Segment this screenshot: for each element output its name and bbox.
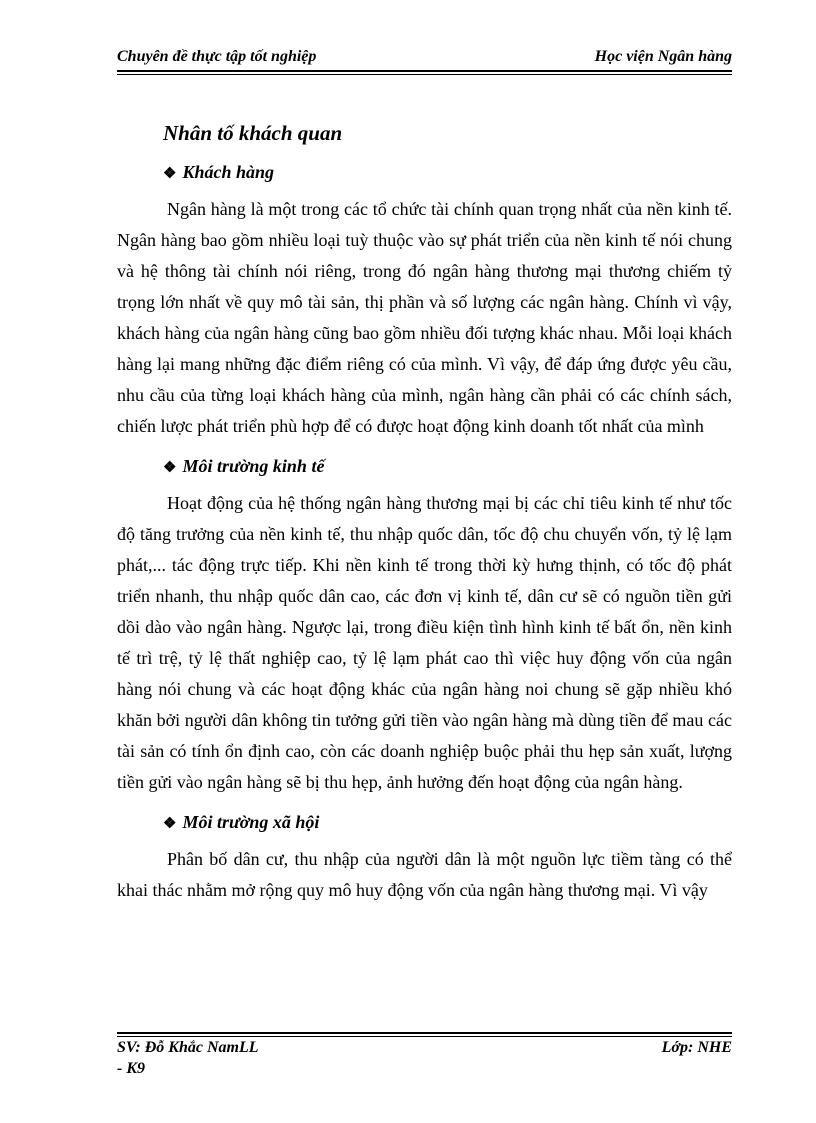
page-header (117, 46, 732, 68)
subsection-heading-customers (163, 158, 732, 188)
paragraph-customers: Ngân hàng là một trong các tổ chức tài chính quan trọng nhất của nền kinh tế. Ngân hàng bao gồm nhiều loại tuỳ thuộc vào sự phát triển của nền kinh tế nói chung và hệ thông tài chính nói riêng, trong đó ngân hàng thương mại thương chiếm tỷ trọng lớn nhất về quy mô tài sản, thị phần và số lượng các ngân hàng. Chính vì vậy, khách hàng của ngân hàng cũng bao gồm nhiều đối tượng khác nhau. Mỗi loại khách hàng lại mang những đặc điểm riêng có của mình. Vì vậy, để đáp ứng được yêu cầu, nhu cầu của từng loại khách hàng của mình, ngân hàng cần phải có các chính sách, chiến lược phát triển phù hợp để có được hoạt động kinh doanh tốt nhất của mình (117, 199, 732, 436)
header-right-text: Học viện Ngân hàng (594, 48, 732, 65)
subsection-heading-economic-environment (163, 452, 732, 482)
subsection-heading-social-environment (163, 808, 732, 838)
diamond-bullet-icon: ❖ (163, 816, 177, 832)
section-title: Nhân tố khách quan (163, 121, 343, 145)
footer-rule (117, 1032, 732, 1034)
paragraph-social-environment: Phân bố dân cư, thu nhập của người dân là một nguồn lực tiềm tàng có thể khai thác nhằm mở rộng quy mô huy động vốn của ngân hàng thương mại. Vì vậy (117, 849, 732, 900)
paragraph-economic-environment: Hoạt động của hệ thống ngân hàng thương mại bị các chỉ tiêu kinh tế như tốc độ tăng trưởng của nền kinh tế, thu nhập quốc dân, tốc độ chu chuyển vốn, tỷ lệ lạm phát,... tác động trực tiếp. Khi nền kinh tế trong thời kỳ hưng thịnh, có tốc độ phát triển nhanh, thu nhập quốc dân cao, các đơn vị kinh tế, dân cư sẽ có nguồn tiền gửi dồi dào vào ngân hàng. Ngược lại, trong điều kiện tình hình kinh tế bất ổn, nền kinh tế trì trệ, tỷ lệ thất nghiệp cao, tỷ lệ lạm phát cao thì việc huy động vốn của ngân hàng nói chung và các hoạt động khác của ngân hàng noi chung sẽ gặp nhiều khó khăn bởi người dân không tin tưởng gửi tiền vào ngân hàng mà dùng tiền để mau các tài sản có tính ổn định cao, còn các doanh nghiệp buộc phải thu hẹp sản xuất, lượng tiền gửi vào ngân hàng sẽ bị thu hẹp, ảnh hưởng đến hoạt động của ngân hàng. (117, 493, 732, 792)
subsection-heading-text: Môi trường xã hội (182, 812, 320, 832)
footer-student-name: SV: Đỗ Khắc NamLL - K9 (117, 1039, 259, 1077)
page-content (117, 118, 732, 906)
header-rule-thin (117, 74, 732, 75)
diamond-bullet-icon: ❖ (163, 166, 177, 182)
header-left-text: Chuyên đề thực tập tốt nghiệp (117, 48, 317, 65)
subsection-heading-text: Khách hàng (182, 162, 274, 182)
subsection-heading-text: Môi trường kinh tế (182, 456, 325, 476)
header-rule (117, 70, 732, 72)
footer-class: Lớp: NHE (661, 1039, 732, 1056)
diamond-bullet-icon: ❖ (163, 460, 177, 476)
